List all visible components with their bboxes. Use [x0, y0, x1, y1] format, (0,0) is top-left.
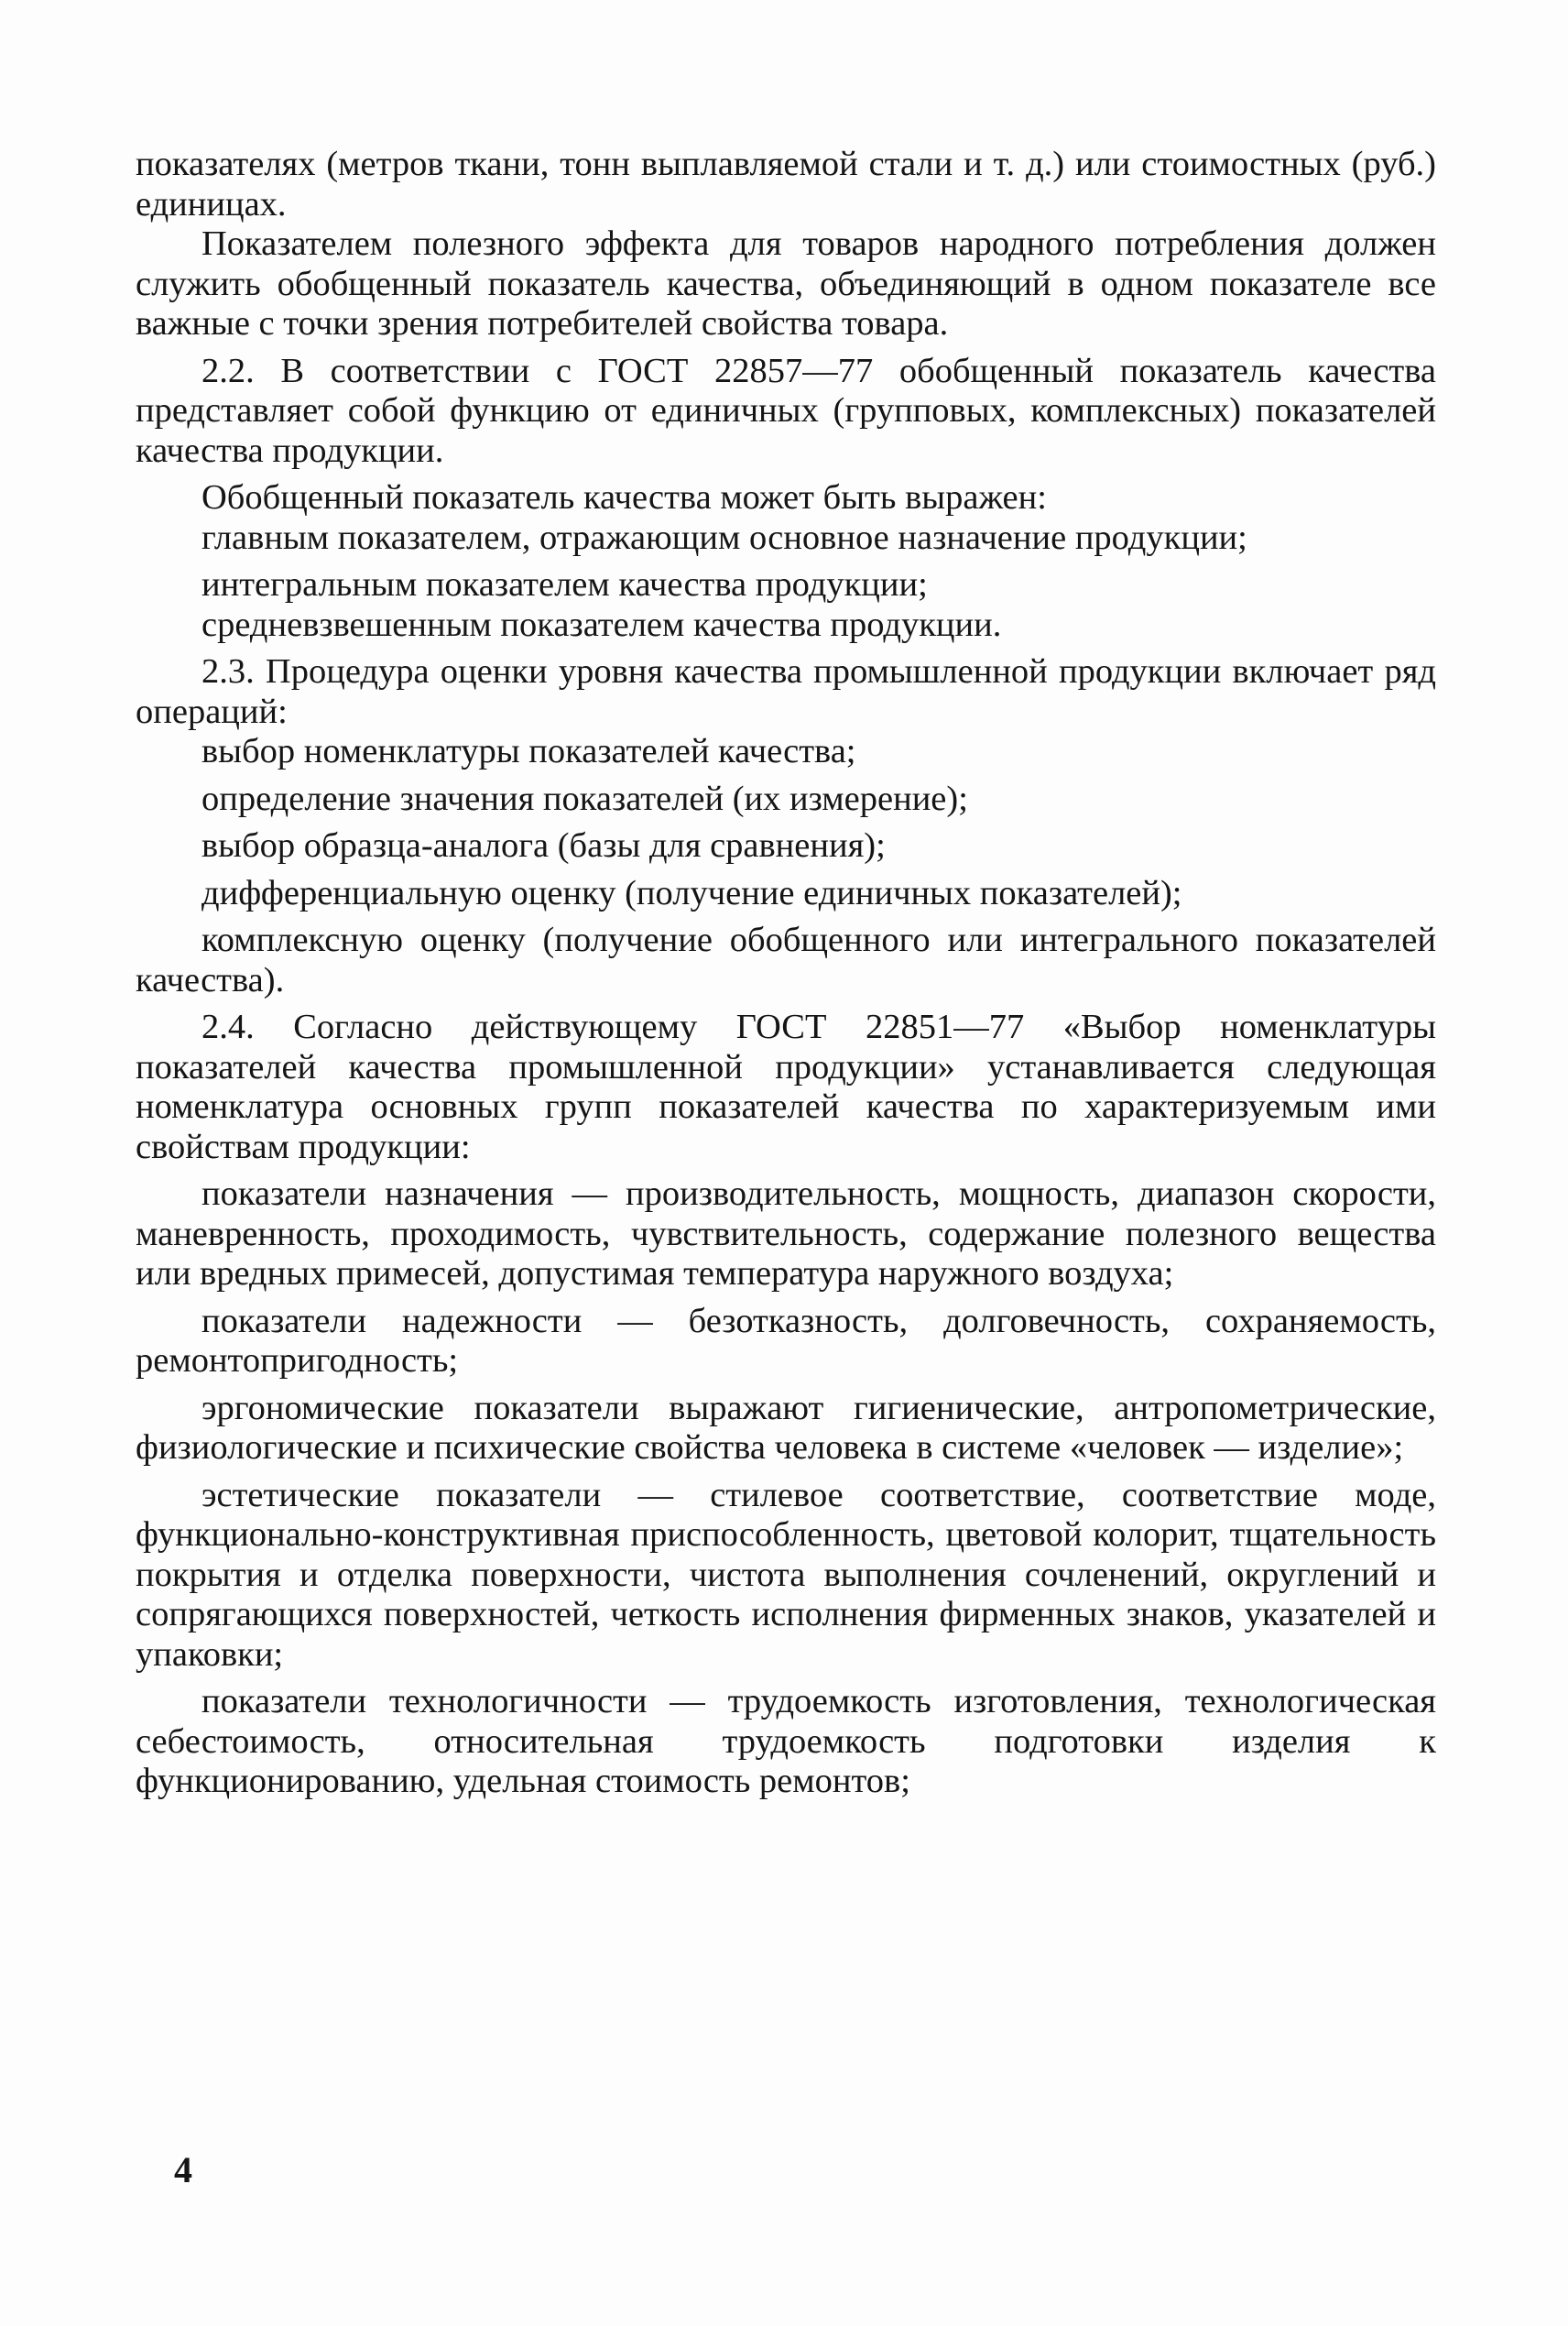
paragraph-2-4: 2.4. Согласно действующему ГОСТ 22851—77 «Выбор номенклатуры показателей качества промышленной продукции» устанавливается следующая номенклатура основных групп показателей качества по характеризуемым ими свойствам продукции: — [136, 1008, 1436, 1166]
list-item-differential: дифференциальную оценку (получение единичных показателей); — [201, 873, 1182, 912]
body-text — [136, 145, 1436, 1802]
list-item-reliability: показатели надежности — безотказность, долговечность, сохраняемость, ремонтопригодность; — [136, 1301, 1436, 1380]
paragraph-2-2: 2.2. В соответствии с ГОСТ 22857—77 обобщенный показатель качества представляет собой функцию от единичных (групповых, комплексных) показателей качества продукции. — [136, 351, 1436, 470]
list-item-integral-indicator: интегральным показателем качества продукции; — [201, 565, 928, 604]
list-item-measurement: определение значения показателей (их измерение); — [201, 779, 968, 818]
paragraph-2-3: 2.3. Процедура оценки уровня качества промышленной продукции включает ряд операций: — [136, 652, 1436, 731]
list-item-nomenclature: выбор номенклатуры показателей качества; — [201, 732, 856, 770]
list-item-analog: выбор образца-аналога (базы для сравнения); — [201, 826, 886, 865]
list-item-technological: показатели технологичности — трудоемкость изготовления, технологическая себестоимость, относительная трудоемкость подготовки изделия к функционированию, удельная стоимость ремонтов; — [136, 1682, 1436, 1800]
paragraph-continuation: показателях (метров ткани, тонн выплавляемой стали и т. д.) или стоимостных (руб.) единицах. — [136, 145, 1436, 224]
paragraph-generalized-indicator: Обобщенный показатель качества может быть выражен: — [201, 478, 1047, 517]
list-item-complex: комплексную оценку (получение обобщенного или интегрального показателей качества). — [136, 921, 1436, 999]
list-item-purpose: показатели назначения — производительность, мощность, диапазон скорости, маневренность, проходимость, чувствительность, содержание полезного вещества или вредных примесей, допустимая температура наружного воздуха; — [136, 1174, 1436, 1293]
list-item-ergonomic: эргономические показатели выражают гигиенические, антропометрические, физиологические и психические свойства человека в системе «человек — изделие»; — [136, 1388, 1436, 1467]
page-number: 4 — [174, 2149, 192, 2190]
list-item-aesthetic: эстетические показатели — стилевое соответствие, соответствие моде, функционально-конструктивная приспособленность, цветовой колорит, тщательность покрытия и отделка поверхности, чистота выполнения сочленений, округлений и сопрягающихся поверхностей, четкость исполнения фирменных знаков, указателей и упаковки; — [136, 1475, 1436, 1674]
paragraph-consumer-goods: Показателем полезного эффекта для товаров народного потребления должен служить обобщенный показатель качества, объединяющий в одном показателе все важные с точки зрения потребителей свойства товара. — [136, 224, 1436, 343]
list-item-weighted-indicator: средневзвешенным показателем качества продукции. — [201, 605, 1002, 644]
list-item-main-indicator: главным показателем, отражающим основное назначение продукции; — [201, 518, 1247, 557]
